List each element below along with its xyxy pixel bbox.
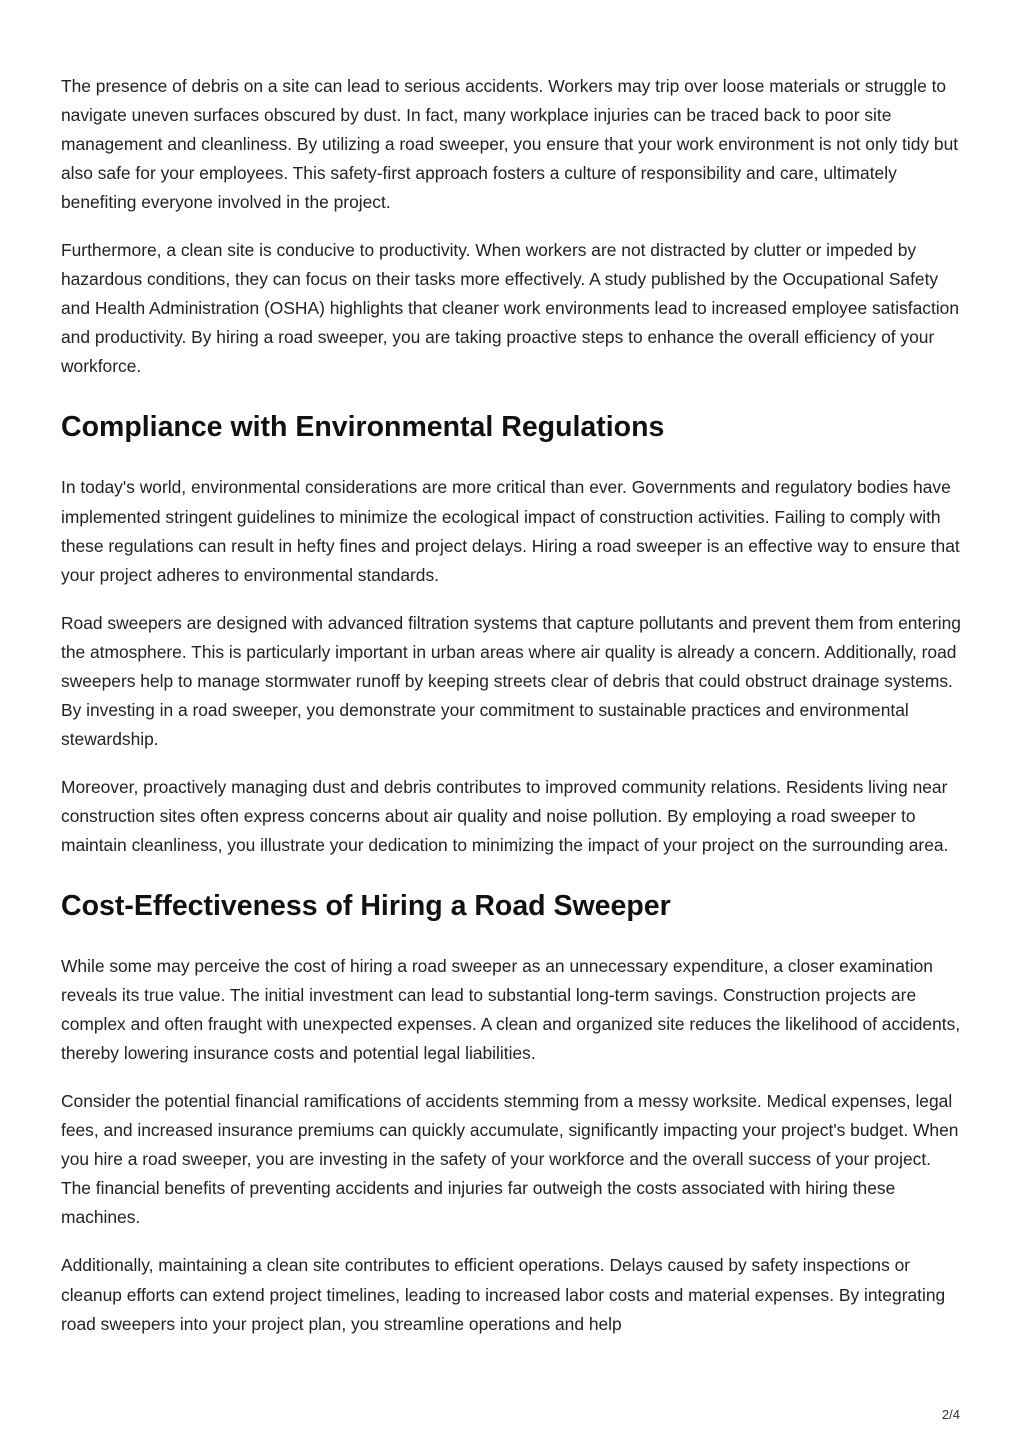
paragraph-environmental-considerations: In today's world, environmental considerations are more critical than ever. Governments and regulatory bodies have implemented stringent guidelines to minimize the ecological impact of construction activities. Failing to comply with these regulations can result in hefty fines and project delays. Hiring a road sweeper is an effective way to ensure that your project adheres to environmental standards. [61,477,960,585]
paragraph-cost-value: While some may perceive the cost of hiring a road sweeper as an unnecessary expenditure, a closer examination reveals its true value. The initial investment can lead to substantial long-term savings. Construction projects are complex and often fraught with unexpected expenses. A clean and organized site reduces the likelihood of accidents, thereby lowering insurance costs and potential legal liabilities. [61,956,961,1064]
paragraph-financial-ramifications: Consider the potential financial ramifications of accidents stemming from a messy worksite. Medical expenses, legal fees, and increased insurance premiums can quickly accumulate, significantly impacting your project's budget. When you hire a road sweeper, you are investing in the safety of your workforce and the overall success of your project. The financial benefits of preventing accidents and injuries far outweigh the costs associated with hiring these machines. [61,1091,959,1228]
paragraph-community-relations: Moreover, proactively managing dust and debris contributes to improved community relations. Residents living near construction sites often express concerns about air quality and noise pollution. By employing a road sweeper to maintain cleanliness, you illustrate your dedication to minimizing the impact of your project on the surrounding area. [61,776,949,855]
heading-cost-effectiveness: Cost-Effectiveness of Hiring a Road Sweeper [61,890,671,923]
document-page [61,72,965,1358]
paragraph-site-safety: The presence of debris on a site can lead to serious accidents. Workers may trip over loose materials or struggle to navigate uneven surfaces obscured by dust. In fact, many workplace injuries can be traced back to poor site management and cleanliness. By utilizing a road sweeper, you ensure that your work environment is not only tidy but also safe for your employees. This safety-first approach fosters a culture of responsibility and care, ultimately benefiting everyone involved in the project. [61,76,959,213]
page-number: 2/4 [941,1407,960,1422]
paragraph-efficient-operations: Additionally, maintaining a clean site contributes to efficient operations. Delays caused by safety inspections or cleanup efforts can extend project timelines, leading to increased labor costs and material expenses. By integrating road sweepers into your project plan, you streamline operations and help [61,1255,946,1334]
heading-environmental-compliance: Compliance with Environmental Regulations [61,411,665,444]
paragraph-productivity: Furthermore, a clean site is conducive to productivity. When workers are not distracted by clutter or impeded by hazardous conditions, they can focus on their tasks more effectively. A study published by the Occupational Safety and Health Administration (OSHA) highlights that cleaner work environments lead to increased employee satisfaction and productivity. By hiring a road sweeper, you are taking proactive steps to enhance the overall efficiency of your workforce. [61,240,960,377]
paragraph-filtration-systems: Road sweepers are designed with advanced filtration systems that capture pollutants and prevent them from entering the atmosphere. This is particularly important in urban areas where air quality is already a concern. Additionally, road sweepers help to manage stormwater runoff by keeping streets clear of debris that could obstruct drainage systems. By investing in a road sweeper, you demonstrate your commitment to sustainable practices and environmental stewardship. [61,612,961,749]
